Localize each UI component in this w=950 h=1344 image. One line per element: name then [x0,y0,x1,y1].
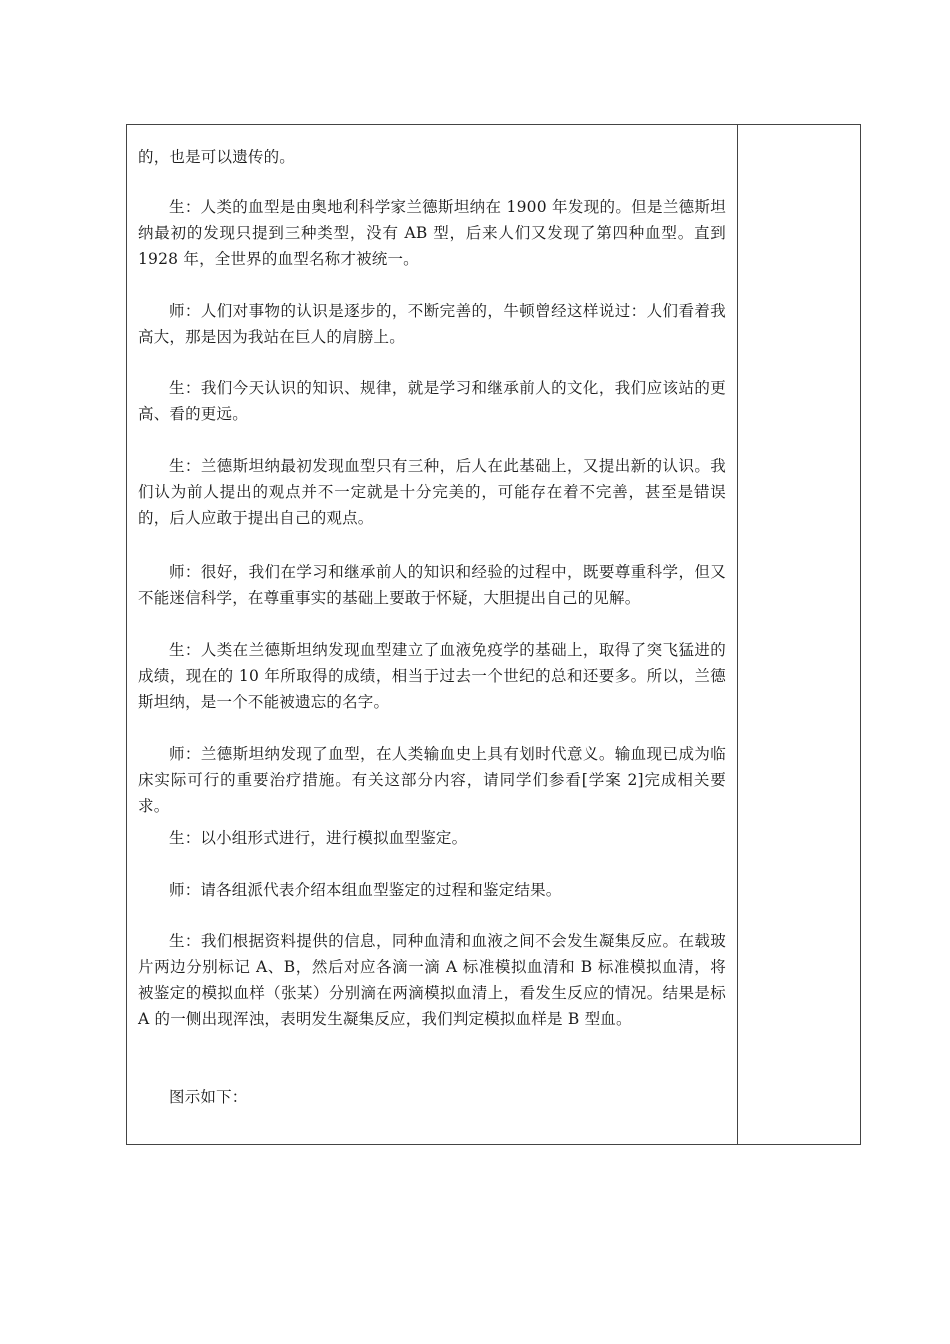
main-content-cell [127,125,737,1144]
paragraph-3: 生：我们今天认识的知识、规律，就是学习和继承前人的文化，我们应该站的更高、看的更远。 [138,379,726,423]
side-column-divider [737,125,738,1144]
paragraph-10: 生：我们根据资料提供的信息，同种血清和血液之间不会发生凝集反应。在载玻片两边分别标记 A、B，然后对应各滴一滴 A 标准模拟血清和 B 标准模拟血清，将被鉴定的模拟血样（张某）分别滴在两滴模拟血清上，看发生反应的情况。结果是标 A 的一侧出现浑浊，表明发生凝集反应，我们判定模拟血样是 B 型血。 [138,932,726,1028]
paragraph-11: 图示如下： [169,1088,248,1106]
paragraph-1: 生：人类的血型是由奥地利科学家兰德斯坦纳在 1900 年发现的。但是兰德斯坦纳最初的发现只提到三种类型，没有 AB 型，后来人们又发现了第四种血型。直到 1928 年，全世界的血型名称才被统一。 [138,198,726,268]
paragraph-6: 生：人类在兰德斯坦纳发现血型建立了血液免疫学的基础上，取得了突飞猛进的成绩，现在的 10 年所取得的成绩，相当于过去一个世纪的总和还要多。所以，兰德斯坦纳，是一个不能被遗忘的名字。 [138,641,726,711]
paragraph-7: 师：兰德斯坦纳发现了血型，在人类输血史上具有划时代意义。输血现已成为临床实际可行的重要治疗措施。有关这部分内容，请同学们参看[学案 2]完成相关要求。 [138,745,726,815]
document-table [126,124,861,1145]
paragraph-5: 师：很好，我们在学习和继承前人的知识和经验的过程中，既要尊重科学，但又不能迷信科学，在尊重事实的基础上要敢于怀疑，大胆提出自己的见解。 [138,563,726,607]
paragraph-9: 师：请各组派代表介绍本组血型鉴定的过程和鉴定结果。 [169,881,562,899]
paragraph-0: 的，也是可以遗传的。 [138,148,296,166]
paragraph-8: 生：以小组形式进行，进行模拟血型鉴定。 [169,829,468,847]
paragraph-2: 师：人们对事物的认识是逐步的，不断完善的，牛顿曾经这样说过：人们看着我高大，那是因为我站在巨人的肩膀上。 [138,302,726,346]
paragraph-4: 生：兰德斯坦纳最初发现血型只有三种，后人在此基础上，又提出新的认识。我们认为前人提出的观点并不一定就是十分完美的，可能存在着不完善，甚至是错误的，后人应敢于提出自己的观点。 [138,457,726,527]
